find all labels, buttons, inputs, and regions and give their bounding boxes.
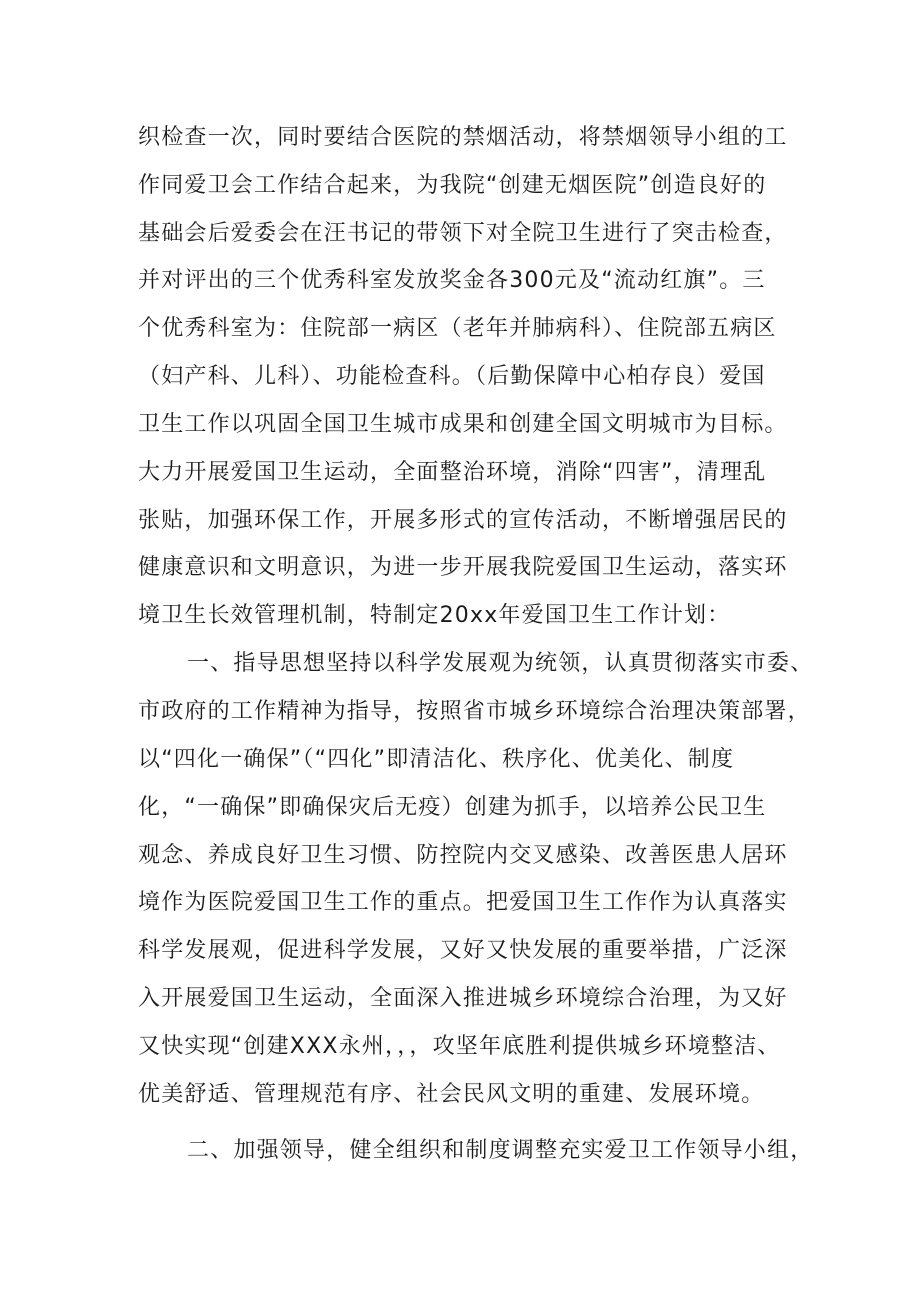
text-line: 又快实现“创建XXX永州，，，攻坚年底胜利提供城乡环境整洁、 [138, 1034, 781, 1059]
text-line: 市政府的工作精神为指导，按照省市城乡环境综合治理决策部署， [138, 699, 811, 724]
paragraph-heading-2: 二、加强领导，健全组织和制度调整充实爱卫工作领导小组， [187, 1138, 814, 1163]
text-line: 科学发展观，促进科学发展，又好又快发展的重要举措，广泛深 [138, 938, 788, 963]
text-line: 境作为医院爱国卫生工作的重点。把爱国卫生工作作为认真落实 [138, 890, 788, 915]
text-line: 织检查一次，同时要结合医院的禁烟活动，将禁烟领导小组的工 [138, 125, 788, 150]
text-line: 入开展爱国卫生运动，全面深入推进城乡环境综合治理，为又好 [138, 986, 788, 1011]
text-line: 基础会后爱委会在汪书记的带领下对全院卫生进行了突击检查， [138, 221, 788, 246]
text-line: 大力开展爱国卫生运动，全面整治环境，消除“四害”，清理乱 [138, 460, 767, 485]
text-line: （妇产科、儿科）、功能检查科。（后勤保障中心柏存良）爱国 [138, 364, 766, 389]
text-line: 以“四化一确保”（“四化”即清洁化、秩序化、优美化、制度 [138, 747, 735, 772]
text-line: 化，“一确保”即确保灾后无疫）创建为抓手，以培养公民卫生 [138, 795, 767, 820]
text-line: 并对评出的三个优秀科室发放奖金各300元及“流动红旗”。三 [138, 268, 766, 293]
text-line: 优美舒适、管理规范有序、社会民风文明的重建、发展环境。 [138, 1082, 765, 1107]
paragraph-heading-1: 一、指导思想坚持以科学发展观为统领，认真贯彻落实市委、 [187, 651, 814, 676]
text-line: 个优秀科室为：住院部一病区（老年并肺病科）、住院部五病区 [138, 316, 777, 341]
text-line: 健康意识和文明意识，为进一步开展我院爱国卫生运动，落实环 [138, 555, 788, 580]
text-line: 境卫生长效管理机制，特制定20xx年爱国卫生工作计划： [138, 603, 731, 628]
text-line: 作同爱卫会工作结合起来，为我院“创建无烟医院”创造良好的 [138, 173, 767, 198]
text-line: 观念、养成良好卫生习惯、防控院内交叉感染、改善医患人居环 [138, 843, 788, 868]
text-line: 卫生工作以巩固全国卫生城市成果和创建全国文明城市为目标。 [138, 412, 788, 437]
text-line: 张贴，加强环保工作，开展多形式的宣传活动，不断增强居民的 [138, 508, 788, 533]
